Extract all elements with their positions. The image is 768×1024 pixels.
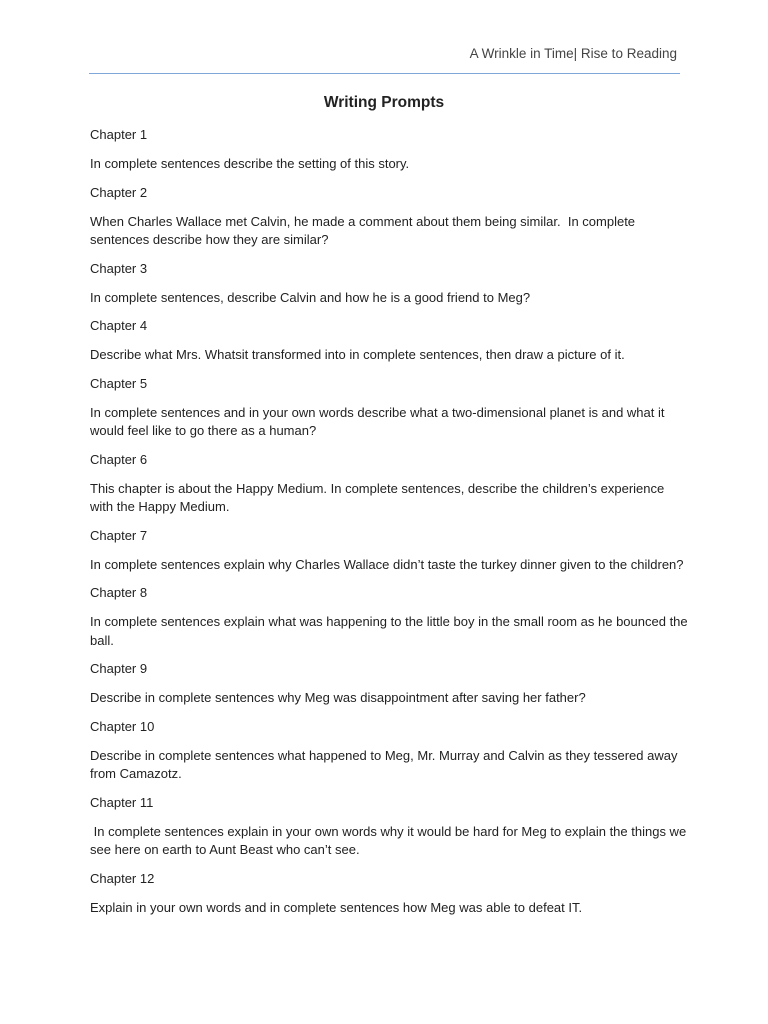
- chapter-section: [90, 260, 690, 308]
- chapter-section: [90, 184, 690, 250]
- chapter-section: [90, 126, 690, 174]
- chapter-prompt: Explain in your own words and in complete sentences how Meg was able to defeat IT.: [90, 899, 583, 915]
- chapter-prompt: In complete sentences describe the setting of this story.: [90, 156, 410, 171]
- chapter-heading: Chapter 6: [90, 451, 148, 467]
- chapter-prompt: In complete sentences, describe Calvin and how he is a good friend to Meg?: [90, 289, 531, 305]
- header-divider: [89, 73, 680, 74]
- chapter-heading: Chapter 10: [90, 718, 155, 734]
- chapter-heading: Chapter 1: [90, 127, 148, 142]
- chapter-section: [90, 718, 690, 784]
- chapter-heading: Chapter 4: [90, 318, 148, 333]
- chapter-heading: Chapter 3: [90, 260, 148, 276]
- chapter-heading: Chapter 7: [90, 527, 148, 543]
- chapter-heading: Chapter 12: [90, 870, 155, 886]
- chapter-prompt: In complete sentences explain why Charles Wallace didn’t taste the turkey dinner given to the children?: [90, 556, 684, 572]
- chapter-section: [90, 527, 690, 575]
- chapter-section: [90, 317, 690, 365]
- chapter-prompt: When Charles Wallace met Calvin, he made a comment about them being similar. In complete sentences describe how they are similar?: [90, 213, 636, 247]
- chapter-prompt: This chapter is about the Happy Medium. In complete sentences, describe the children’s experience with the Happy Medium.: [90, 480, 665, 514]
- chapter-section: [90, 451, 690, 517]
- chapter-section: [90, 375, 690, 441]
- chapter-prompt: In complete sentences and in your own words describe what a two-dimensional planet is and what it would feel like to go there as a human?: [90, 404, 665, 438]
- chapter-heading: Chapter 8: [90, 585, 148, 600]
- page-title: Writing Prompts: [323, 94, 445, 111]
- chapter-prompt: Describe in complete sentences why Meg was disappointment after saving her father?: [90, 690, 586, 705]
- prompts-list: [90, 126, 690, 927]
- chapter-prompt: In complete sentences explain what was happening to the little boy in the small room as he bounced the ball.: [90, 614, 688, 648]
- chapter-section: [90, 794, 690, 860]
- chapter-prompt: In complete sentences explain in your own words why it would be hard for Meg to explain the things we see here on earth to Aunt Beast who can’t see.: [90, 823, 687, 857]
- chapter-prompt: Describe in complete sentences what happened to Meg, Mr. Murray and Calvin as they tessered away from Camazotz.: [90, 747, 678, 781]
- chapter-prompt: Describe what Mrs. Whatsit transformed into in complete sentences, then draw a picture of it.: [90, 347, 625, 362]
- chapter-section: [90, 660, 690, 708]
- chapter-heading: Chapter 9: [90, 661, 148, 676]
- chapter-heading: Chapter 2: [90, 184, 148, 200]
- chapter-heading: Chapter 11: [90, 794, 154, 810]
- chapter-section: [90, 584, 690, 650]
- running-header: A Wrinkle in Time| Rise to Reading: [469, 46, 677, 61]
- chapter-heading: Chapter 5: [90, 375, 148, 391]
- chapter-section: [90, 870, 690, 918]
